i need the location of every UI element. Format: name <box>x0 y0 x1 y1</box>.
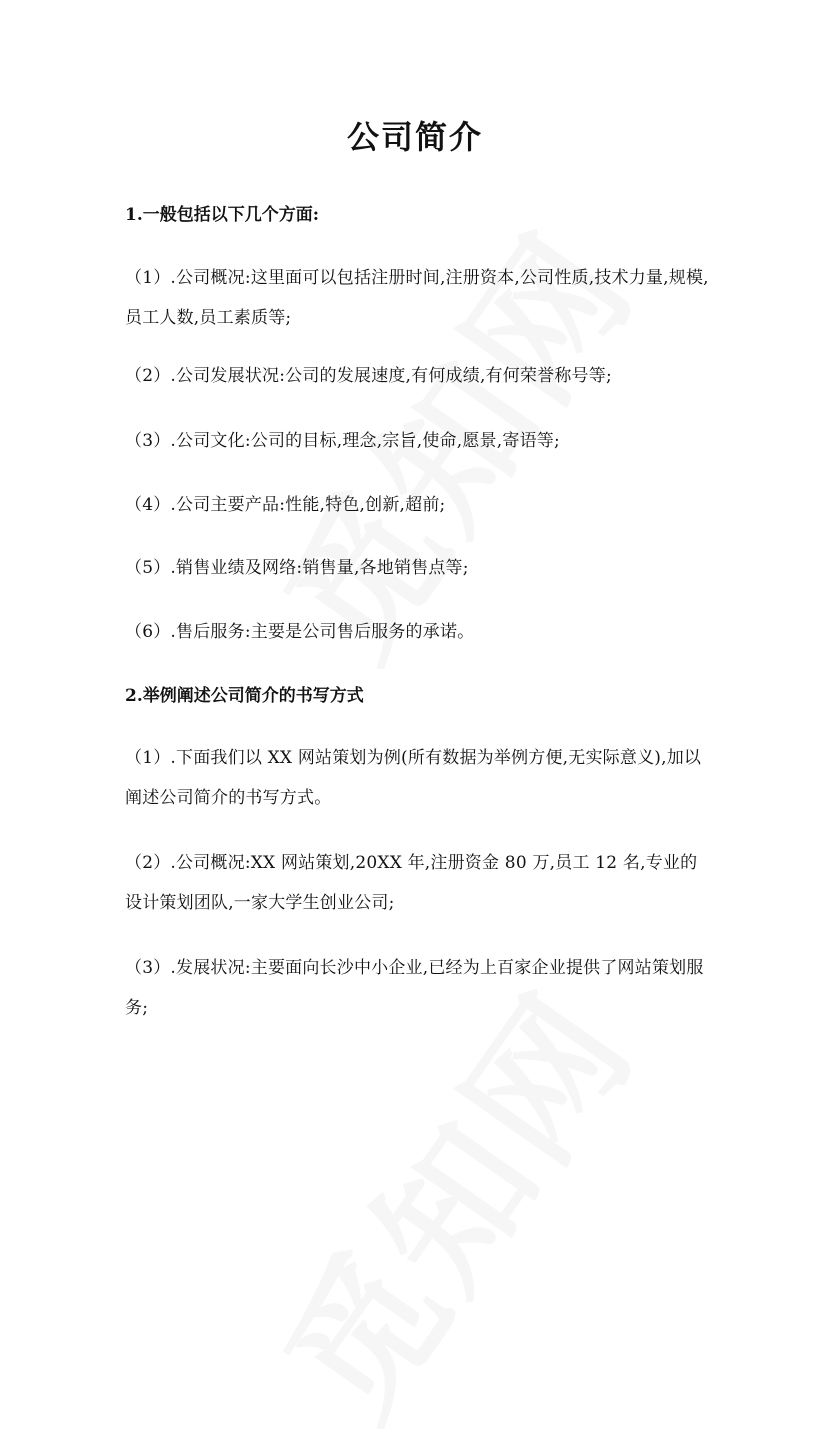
list-item: （6）.售后服务:主要是公司售后服务的承诺。 <box>125 622 475 642</box>
list-item: （2）.公司概况:XX 网站策划,20XX 年,注册资金 80 万,员工 12 名,专业的设计策划团队,一家大学生创业公司; <box>125 853 698 913</box>
list-item: （4）.公司主要产品:性能,特色,创新,超前; <box>125 495 446 515</box>
list-item: （2）.公司发展状况:公司的发展速度,有何成绩,有何荣誉称号等; <box>125 366 612 386</box>
list-item: （1）.公司概况:这里面可以包括注册时间,注册资本,公司性质,技术力量,规模,员工人数,员工素质等; <box>125 268 709 328</box>
section-heading: 1.一般包括以下几个方面: <box>125 205 320 225</box>
list-item: （3）.发展状况:主要面向长沙中小企业,已经为上百家企业提供了网站策划服务; <box>125 958 704 1018</box>
list-item: （1）.下面我们以 XX 网站策划为例(所有数据为举例方便,无实际意义),加以阐述公司简介的书写方式。 <box>125 748 702 808</box>
list-item: （5）.销售业绩及网络:销售量,各地销售点等; <box>125 558 469 578</box>
section-heading: 2.举例阐述公司简介的书写方式 <box>125 686 364 706</box>
list-item: （3）.公司文化:公司的目标,理念,宗旨,使命,愿景,寄语等; <box>125 431 560 451</box>
page-title: 公司简介 <box>346 118 483 156</box>
